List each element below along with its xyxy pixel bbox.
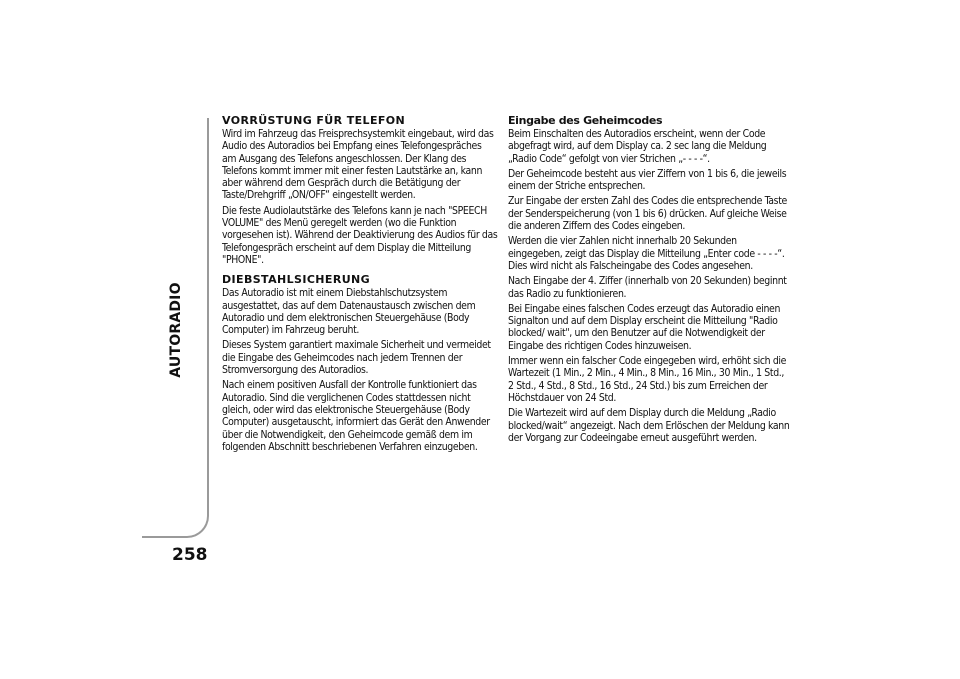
heading-diebstahlsicherung: DIEBSTAHLSICHERUNG — [222, 273, 371, 287]
paragraph: Die Wartezeit wird auf dem Display durch die Meldung „Radio blocked/wait“ angezeigt. Nach dem Erlöschen der Meldung kann der Vorgang zur Codeeingabe erneut ausgeführt werden. — [508, 407, 790, 444]
heading-geheimcode: Eingabe des Geheimcodes — [508, 114, 663, 127]
paragraph: Zur Eingabe der ersten Zahl des Codes die entsprechende Taste der Senderspeicherung (von 1 bis 6) drücken. Auf gleiche Weise die anderen Ziffern des Codes eingeben. — [508, 195, 787, 233]
paragraph: Bei Eingabe eines falschen Codes erzeugt das Autoradio einen Signalton und auf dem Display erscheint die Mitteilung "Radio blocked/ wait", um den Benutzer auf die Notwendigkeit der Eingabe des richtigen Codes hinzuweisen. — [508, 302, 781, 352]
paragraph: Beim Einschalten des Autoradios erscheint, wenn der Code abgefragt wird, auf dem Display ca. 2 sec lang die Meldung „Radio Code“ gefolgt von vier Strichen „- - - -“. — [508, 128, 767, 165]
heading-telefon: VORRÜSTUNG FÜR TELEFON — [222, 114, 406, 127]
left-column — [222, 114, 498, 456]
paragraph: Immer wenn ein falscher Code eingegeben wird, erhöht sich die Wartezeit (1 Min., 2 Min., 4 Min., 8 Min., 16 Min., 30 Min., 1 Std., 2 Std., 4 Std., 8 Std., 16 Std., 24 Std.) bis zum Erreichen der Höchstdauer von 24 Std. — [508, 355, 787, 404]
paragraph: Nach einem positiven Ausfall der Kontrolle funktioniert das Autoradio. Sind die verglichenen Codes stattdessen nicht gleich, oder wird das elektronische Steuergehäuse (Body Computer) ausgetauscht, informiert das Gerät den Anwender über die Notwendigkeit, den Geheimcode gemäß dem im folgenden Abschnitt beschriebenen Verfahren einzugeben. — [222, 379, 490, 453]
page-number: 258 — [172, 545, 208, 565]
paragraph: Das Autoradio ist mit einem Diebstahlschutzsystem ausgestattet, das auf dem Datenaustausch zwischen dem Autoradio und dem elektronischen Steuergehäuse (Body Computer) im Fahrzeug beruht. — [222, 287, 476, 337]
right-column — [508, 114, 790, 447]
paragraph: Werden die vier Zahlen nicht innerhalb 20 Sekunden eingegeben, zeigt das Display die Mitteilung „Enter code - - - -“. Dies wird nicht als Falscheingabe des Codes angesehen. — [508, 235, 785, 272]
paragraph: Der Geheimcode besteht aus vier Ziffern von 1 bis 6, die jeweils einem der Striche entsprechen. — [508, 167, 787, 193]
paragraph: Wird im Fahrzeug das Freisprechsystemkit eingebaut, wird das Audio des Autoradios bei Empfang eines Telefongespräches am Ausgang des Telefons angeschlossen. Der Klang des Telefons kommt immer mit einer festen Lautstärke an, kann aber während dem Gespräch durch die Betätigung der Taste/Drehgriff „ON/OFF“ eingestellt werden. — [222, 128, 494, 202]
paragraph: Dieses System garantiert maximale Sicherheit und vermeidet die Eingabe des Geheimcodes nach jedem Trennen der Stromversorgung des Autoradios. — [222, 339, 491, 377]
paragraph: Die feste Audiolautstärke des Telefons kann je nach "SPEECH VOLUME" des Menü geregelt werden (wo die Funktion vorgesehen ist). Während der Deaktivierung des Audios für das Telefongespräch erscheint auf dem Display die Mitteilung "PHONE". — [222, 204, 498, 266]
paragraph: Nach Eingabe der 4. Ziffer (innerhalb von 20 Sekunden) beginnt das Radio zu funktionieren. — [508, 275, 787, 300]
section-label: AUTORADIO — [168, 282, 184, 378]
